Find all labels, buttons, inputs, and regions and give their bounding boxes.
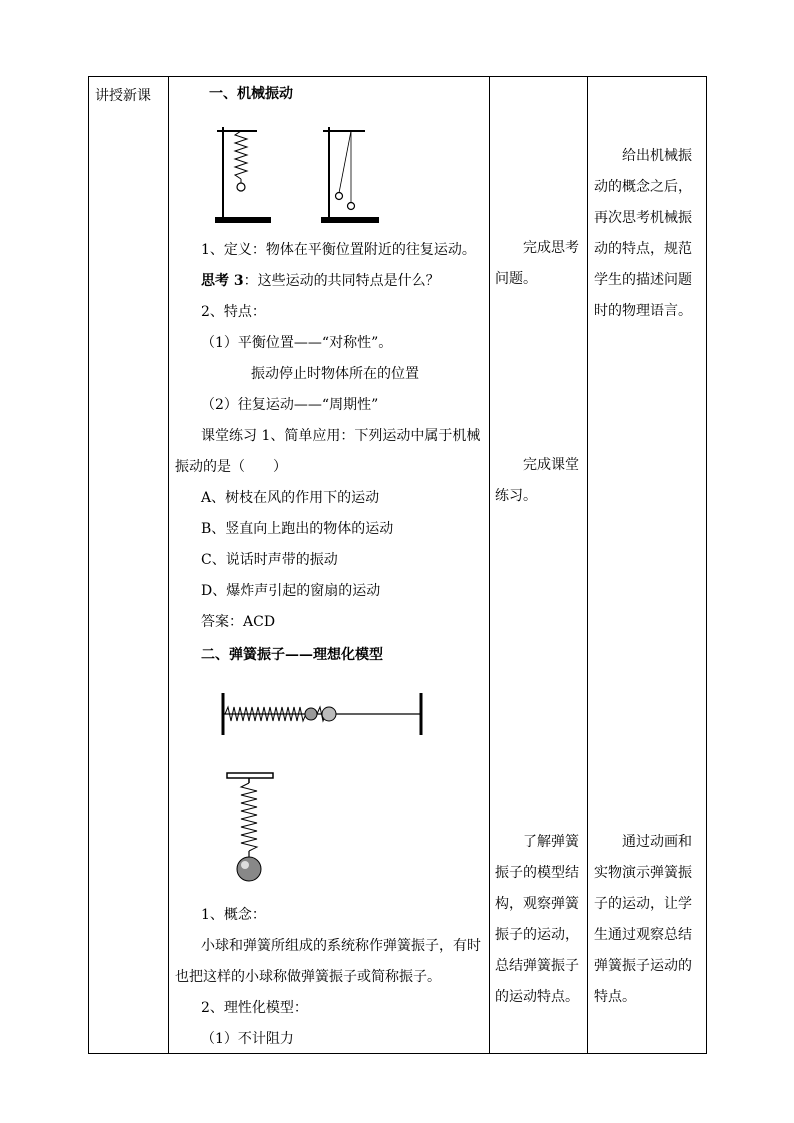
option-d: D、爆炸声引起的窗扇的运动 (201, 583, 381, 599)
intent-2-line: 通过动画和 (622, 834, 692, 850)
intent-2-line: 生通过观察总结 (594, 927, 692, 943)
activity-3-line: 总结弹簧振子 (495, 958, 579, 974)
vertical-spring-oscillator-figure (223, 769, 283, 889)
activity-2-line-2: 练习。 (495, 488, 537, 504)
concept-line-1: 小球和弹簧所组成的系统称作弹簧振子，有时 (201, 938, 481, 954)
think3 (201, 271, 440, 291)
think3-label: 思考 3 (201, 273, 244, 289)
idealized-heading: 2、理性化模型： (201, 1000, 308, 1016)
intent-1-line: 学生的描述问题 (594, 272, 692, 288)
definition: 1、定义：物体在平衡位置附近的往复运动。 (201, 242, 476, 258)
design-intent-1 (594, 141, 706, 327)
option-a: A、树枝在风的作用下的运动 (201, 490, 380, 506)
concept-heading: 1、概念： (201, 907, 266, 923)
activity-2-line-1: 完成课堂 (523, 457, 579, 473)
intent-1-line: 动的概念之后， (594, 179, 692, 195)
student-activity-3 (495, 827, 583, 1013)
intent-2-line: 弹簧振子运动的 (594, 958, 692, 974)
activity-3-line: 振子的运动， (495, 927, 579, 943)
intent-1-line: 给出机械振 (622, 148, 692, 164)
section2-title: 二、弹簧振子——理想化模型 (201, 647, 383, 663)
column-divider (489, 77, 490, 1053)
horizontal-spring-oscillator-figure (219, 689, 441, 739)
exercise-line-1: 课堂练习 1、简单应用：下列运动中属于机械 (201, 428, 481, 444)
design-intent-2 (594, 827, 706, 1013)
think3-text: ：这些运动的共同特点是什么？ (243, 273, 440, 289)
section1-title: 一、机械振动 (209, 86, 293, 102)
concept-line-2: 也把这样的小球称做弹簧振子或简称振子。 (175, 969, 441, 985)
student-activity-1 (495, 233, 583, 295)
intent-2-line: 子的运动，让学 (594, 896, 692, 912)
intent-1-line: 时的物理语言。 (594, 303, 692, 319)
activity-3-line: 振子的模型结 (495, 865, 579, 881)
feature-1: （1）平衡位置——“对称性”。 (201, 335, 393, 351)
option-c: C、说话时声带的振动 (201, 552, 338, 568)
intent-2-line: 特点。 (594, 989, 636, 1005)
idealized-1: （1）不计阻力 (201, 1031, 294, 1047)
answer: 答案：ACD (201, 614, 276, 630)
student-activity-2 (495, 450, 583, 512)
option-b: B、竖直向上跑出的物体的运动 (201, 521, 394, 537)
feature-1-note: 振动停止时物体所在的位置 (251, 366, 419, 382)
lesson-table (88, 76, 707, 1054)
vibration-figure (215, 117, 395, 227)
exercise-line-2: 振动的是（ ） (175, 459, 287, 475)
activity-3-line: 构，观察弹簧 (495, 896, 579, 912)
activity-1-line-1: 完成思考 (523, 240, 579, 256)
feature-2: （2）往复运动——“周期性” (201, 397, 379, 413)
activity-1-line-2: 问题。 (495, 271, 537, 287)
column-divider (168, 77, 169, 1053)
column-divider (587, 77, 588, 1053)
activity-3-line: 的运动特点。 (495, 989, 579, 1005)
features-heading: 2、特点： (201, 304, 266, 320)
intent-2-line: 实物演示弹簧振 (594, 865, 692, 881)
intent-1-line: 再次思考机械振 (594, 210, 692, 226)
activity-3-line: 了解弹簧 (523, 834, 579, 850)
intent-1-line: 动的特点，规范 (594, 241, 692, 257)
row-label: 讲授新课 (95, 88, 151, 104)
